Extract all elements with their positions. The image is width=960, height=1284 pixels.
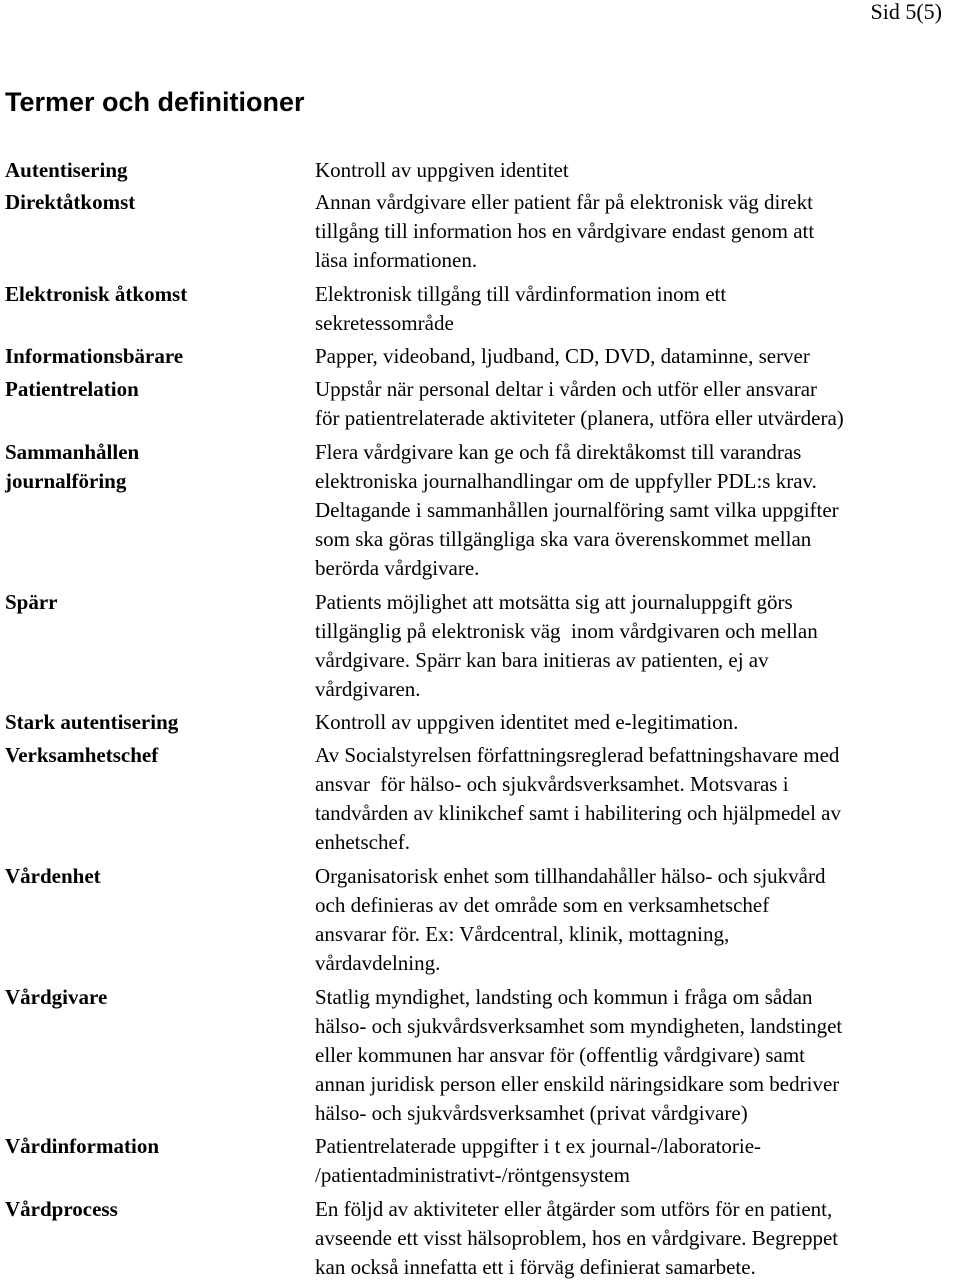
- definition-line: Uppstår när personal deltar i vården och utför eller ansvarar: [315, 377, 818, 401]
- glossary-term: [5, 708, 305, 737]
- definition-line: för patientrelaterade aktiviteter (planera, utföra eller utvärdera): [315, 406, 844, 430]
- definition-line: annan juridisk person eller enskild näringsidkare som bedriver: [315, 1072, 840, 1096]
- definition-line: eller kommunen har ansvar för (offentlig vårdgivare) samt: [315, 1043, 806, 1067]
- definition-line: elektroniska journalhandlingar om de uppfyller PDL:s krav.: [315, 469, 817, 493]
- glossary-term: [5, 862, 305, 891]
- definition-line: kan också innefatta ett i förväg definierat samarbete.: [315, 1255, 756, 1279]
- definition-line: Kontroll av uppgiven identitet: [315, 158, 569, 182]
- glossary-definition: [315, 280, 960, 338]
- definition-line: Deltagande i sammanhållen journalföring samt vilka uppgifter: [315, 498, 839, 522]
- glossary-definition: [315, 588, 960, 704]
- definition-line: berörda vårdgivare.: [315, 556, 480, 580]
- term-line: Spärr: [5, 590, 58, 614]
- page-title: Termer och definitioner: [5, 87, 305, 117]
- glossary-definition: [315, 741, 960, 857]
- glossary-definition: [315, 438, 960, 583]
- glossary-term: [5, 342, 305, 371]
- definition-line: Av Socialstyrelsen författningsreglerad befattningshavare med: [315, 743, 840, 767]
- term-line: Vårdgivare: [5, 985, 108, 1009]
- glossary-definition: [315, 862, 960, 978]
- definition-line: som ska göras tillgängliga ska vara överenskommet mellan: [315, 527, 812, 551]
- glossary-definition: [315, 1132, 960, 1190]
- glossary-term: [5, 741, 305, 770]
- definition-line: Flera vårdgivare kan ge och få direktåkomst till varandras: [315, 440, 802, 464]
- term-line: Sammanhållen: [5, 440, 140, 464]
- definition-line: ansvar för hälso- och sjukvårdsverksamhet. Motsvaras i: [315, 772, 789, 796]
- definition-line: sekretessområde: [315, 311, 454, 335]
- term-line: Stark autentisering: [5, 710, 179, 734]
- definition-line: vårdavdelning.: [315, 951, 441, 975]
- definition-line: Papper, videoband, ljudband, CD, DVD, dataminne, server: [315, 344, 810, 368]
- term-line: Verksamhetschef: [5, 743, 159, 767]
- term-line: Patientrelation: [5, 377, 139, 401]
- term-line: Vårdenhet: [5, 864, 101, 888]
- glossary-term: [5, 1132, 305, 1161]
- definition-line: /patientadministrativt-/röntgensystem: [315, 1163, 630, 1187]
- page-number: Sid 5(5): [870, 0, 942, 24]
- definition-line: Organisatorisk enhet som tillhandahåller hälso- och sjukvård: [315, 864, 826, 888]
- definition-line: Patientrelaterade uppgifter i t ex journal-/laboratorie-: [315, 1134, 762, 1158]
- definition-line: tillgänglig på elektronisk väg inom vårdgivaren och mellan: [315, 619, 818, 643]
- term-line: Elektronisk åtkomst: [5, 282, 188, 306]
- definition-line: vårdgivaren.: [315, 677, 421, 701]
- term-line: Informationsbärare: [5, 344, 184, 368]
- glossary-term: [5, 156, 305, 185]
- definition-line: Annan vårdgivare eller patient får på elektronisk väg direkt: [315, 190, 813, 214]
- glossary-definition: [315, 342, 960, 371]
- definition-line: tandvården av klinikchef samt i habilitering och hjälpmedel av: [315, 801, 841, 825]
- glossary-term: [5, 280, 305, 309]
- definition-line: läsa informationen.: [315, 248, 478, 272]
- definition-line: vårdgivare. Spärr kan bara initieras av patienten, ej av: [315, 648, 769, 672]
- definition-line: och definieras av det område som en verksamhetschef: [315, 893, 770, 917]
- glossary-term: [5, 1195, 305, 1224]
- definition-line: avseende ett visst hälsoproblem, hos en vårdgivare. Begreppet: [315, 1226, 839, 1250]
- glossary-definition: [315, 708, 960, 737]
- term-line: Vårdinformation: [5, 1134, 159, 1158]
- definition-line: Elektronisk tillgång till vårdinformation inom ett: [315, 282, 727, 306]
- term-line: journalföring: [5, 469, 127, 493]
- definition-line: Statlig myndighet, landsting och kommun i fråga om sådan: [315, 985, 813, 1009]
- definition-line: hälso- och sjukvårdsverksamhet som myndigheten, landstinget: [315, 1014, 843, 1038]
- glossary-term: [5, 188, 305, 217]
- definition-line: Patients möjlighet att motsätta sig att journaluppgift görs: [315, 590, 793, 614]
- glossary-definition: [315, 188, 960, 275]
- glossary-term: [5, 438, 305, 496]
- definition-line: tillgång till information hos en vårdgivare endast genom att: [315, 219, 815, 243]
- glossary-definition: [315, 156, 960, 185]
- glossary-definition: [315, 983, 960, 1128]
- glossary-term: [5, 375, 305, 404]
- glossary-term: [5, 588, 305, 617]
- glossary-definition: [315, 1195, 960, 1282]
- definition-line: enhetschef.: [315, 830, 411, 854]
- glossary-term: [5, 983, 305, 1012]
- definition-line: Kontroll av uppgiven identitet med e-legitimation.: [315, 710, 739, 734]
- definition-line: ansvarar för. Ex: Vårdcentral, klinik, mottagning,: [315, 922, 730, 946]
- definition-line: En följd av aktiviteter eller åtgärder som utförs för en patient,: [315, 1197, 833, 1221]
- term-line: Vårdprocess: [5, 1197, 118, 1221]
- term-line: Autentisering: [5, 158, 128, 182]
- term-line: Direktåtkomst: [5, 190, 136, 214]
- glossary-definition: [315, 375, 960, 433]
- definition-line: hälso- och sjukvårdsverksamhet (privat vårdgivare): [315, 1101, 748, 1125]
